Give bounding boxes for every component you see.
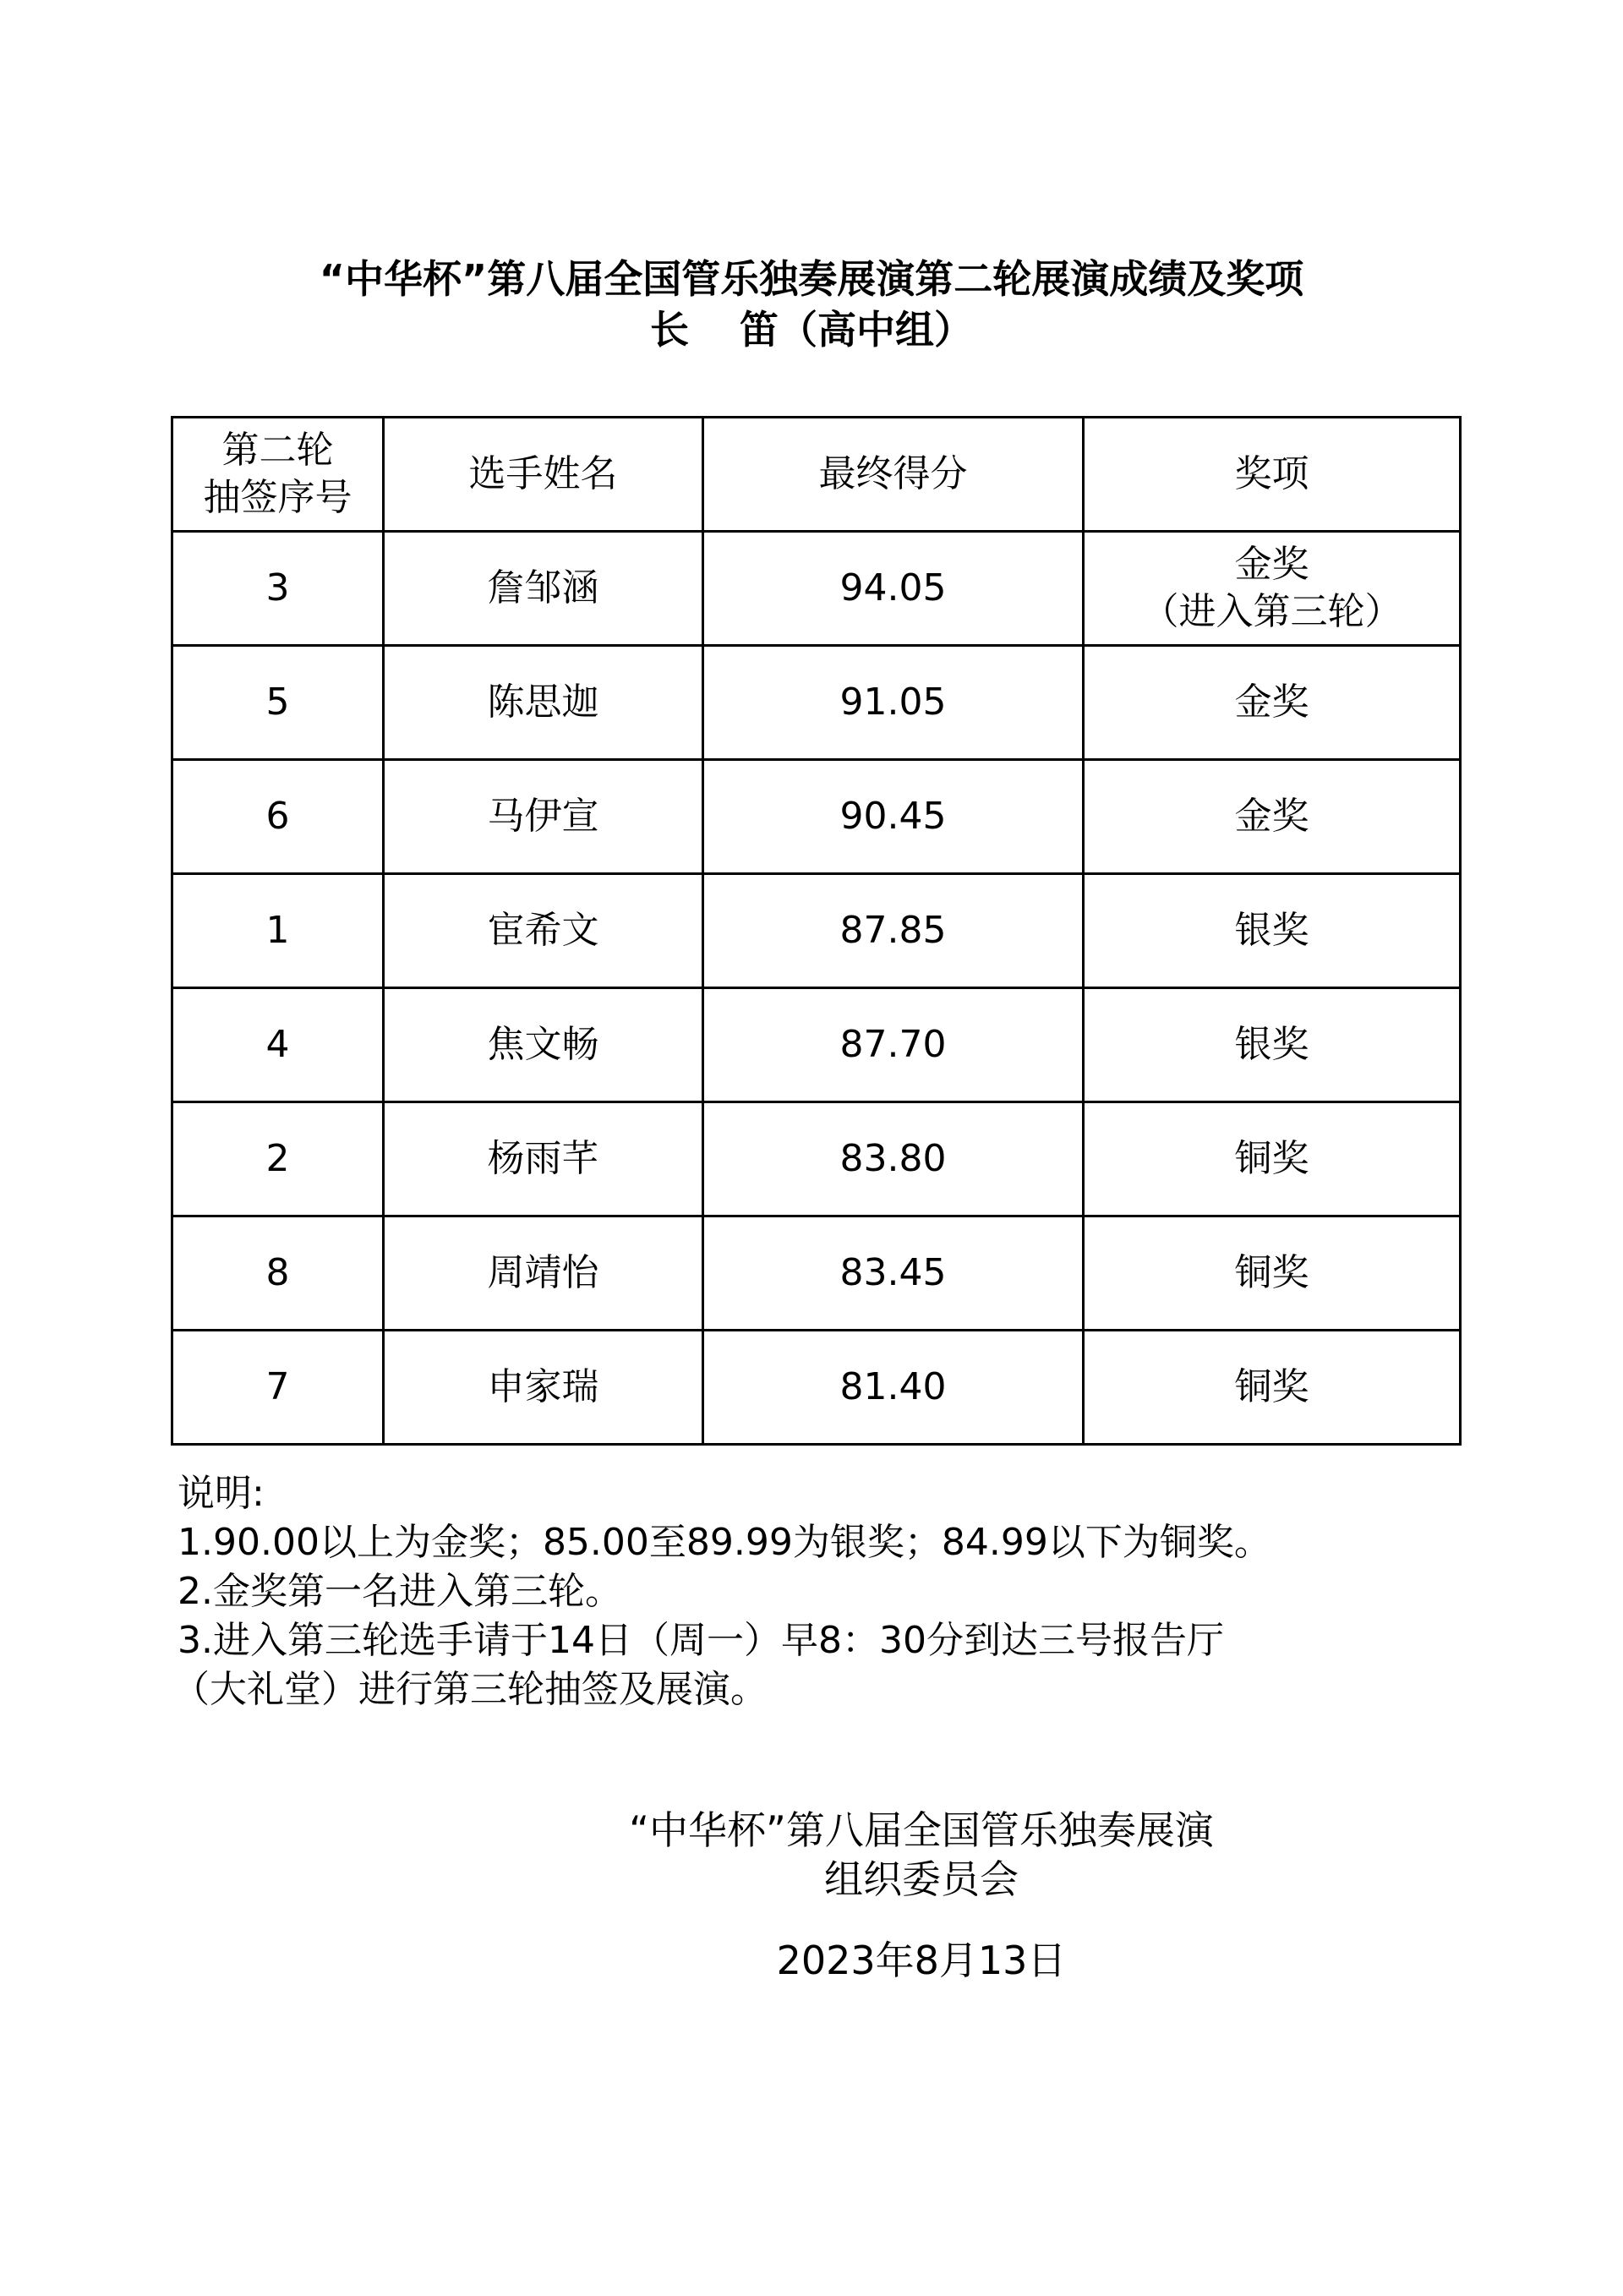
contestant-name-cell: 杨雨芊 [384,1102,703,1216]
header-draw-line1: 第二轮 [221,429,334,472]
table-header-row [172,418,1461,532]
note-item: 1.90.00以上为金奖；85.00至89.99为银奖；84.99以下为铜奖。 [178,1521,1271,1564]
table-row [172,646,1461,760]
award-cell [1084,532,1461,646]
table-row [172,988,1461,1102]
award-cell: 银奖 [1084,988,1461,1102]
draw-number-cell: 7 [172,1331,384,1445]
contestant-name-cell: 周靖怡 [384,1216,703,1331]
score-cell: 94.05 [703,532,1084,646]
contestant-name-cell: 陈思迦 [384,646,703,760]
draw-number-cell: 5 [172,646,384,760]
score-cell: 90.45 [703,760,1084,874]
signature-date: 2023年8月13日 [776,1938,1067,1983]
signature-committee: 组织委员会 [824,1856,1019,1902]
header-draw-line2: 抽签序号 [203,476,352,519]
instrument-char-1: 长 [650,307,689,353]
document-title: “中华杯”第八届全国管乐独奏展演第二轮展演成绩及奖项 [319,256,1304,302]
contestant-name-cell: 申家瑞 [384,1331,703,1445]
header-name: 选手姓名 [384,418,703,532]
header-score: 最终得分 [703,418,1084,532]
header-award: 奖项 [1084,418,1461,532]
score-cell: 81.40 [703,1331,1084,1445]
table-row [172,874,1461,988]
document-subtitle [0,304,1623,355]
signature-organization: “中华杯”第八届全国管乐独奏展演 [629,1807,1214,1853]
results-table [171,416,1462,1446]
award-cell: 银奖 [1084,874,1461,988]
draw-number-cell: 3 [172,532,384,646]
draw-number-cell: 4 [172,988,384,1102]
group-label: （高中组） [779,307,973,353]
header-draw-number [172,418,384,532]
note-item: 3.进入第三轮选手请于14日（周一）早8：30分到达三号报告厅 [178,1619,1224,1662]
score-cell: 87.85 [703,874,1084,988]
score-cell: 87.70 [703,988,1084,1102]
draw-number-cell: 1 [172,874,384,988]
note-item: （大礼堂）进行第三轮抽签及展演。 [172,1668,768,1711]
table-row [172,1331,1461,1445]
award-cell: 铜奖 [1084,1331,1461,1445]
table-row [172,1216,1461,1331]
note-item: 2.金奖第一名进入第三轮。 [178,1570,622,1613]
contestant-name-cell: 宦希文 [384,874,703,988]
score-cell: 91.05 [703,646,1084,760]
notes-heading: 说明: [178,1472,265,1515]
draw-number-cell: 6 [172,760,384,874]
contestant-name-cell: 詹邹涵 [384,532,703,646]
table-row [172,1102,1461,1216]
award-label: 金奖 [1234,543,1309,586]
instrument-char-2: 笛 [740,307,779,353]
award-cell: 铜奖 [1084,1216,1461,1331]
contestant-name-cell: 马伊宣 [384,760,703,874]
contestant-name-cell: 焦文畅 [384,988,703,1102]
table-row [172,760,1461,874]
draw-number-cell: 2 [172,1102,384,1216]
score-cell: 83.80 [703,1102,1084,1216]
award-cell: 铜奖 [1084,1102,1461,1216]
draw-number-cell: 8 [172,1216,384,1331]
award-cell: 金奖 [1084,646,1461,760]
table-row [172,532,1461,646]
notes-section [172,1469,1271,1714]
score-cell: 83.45 [703,1216,1084,1331]
award-note: （进入第三轮） [1141,590,1402,633]
award-cell: 金奖 [1084,760,1461,874]
